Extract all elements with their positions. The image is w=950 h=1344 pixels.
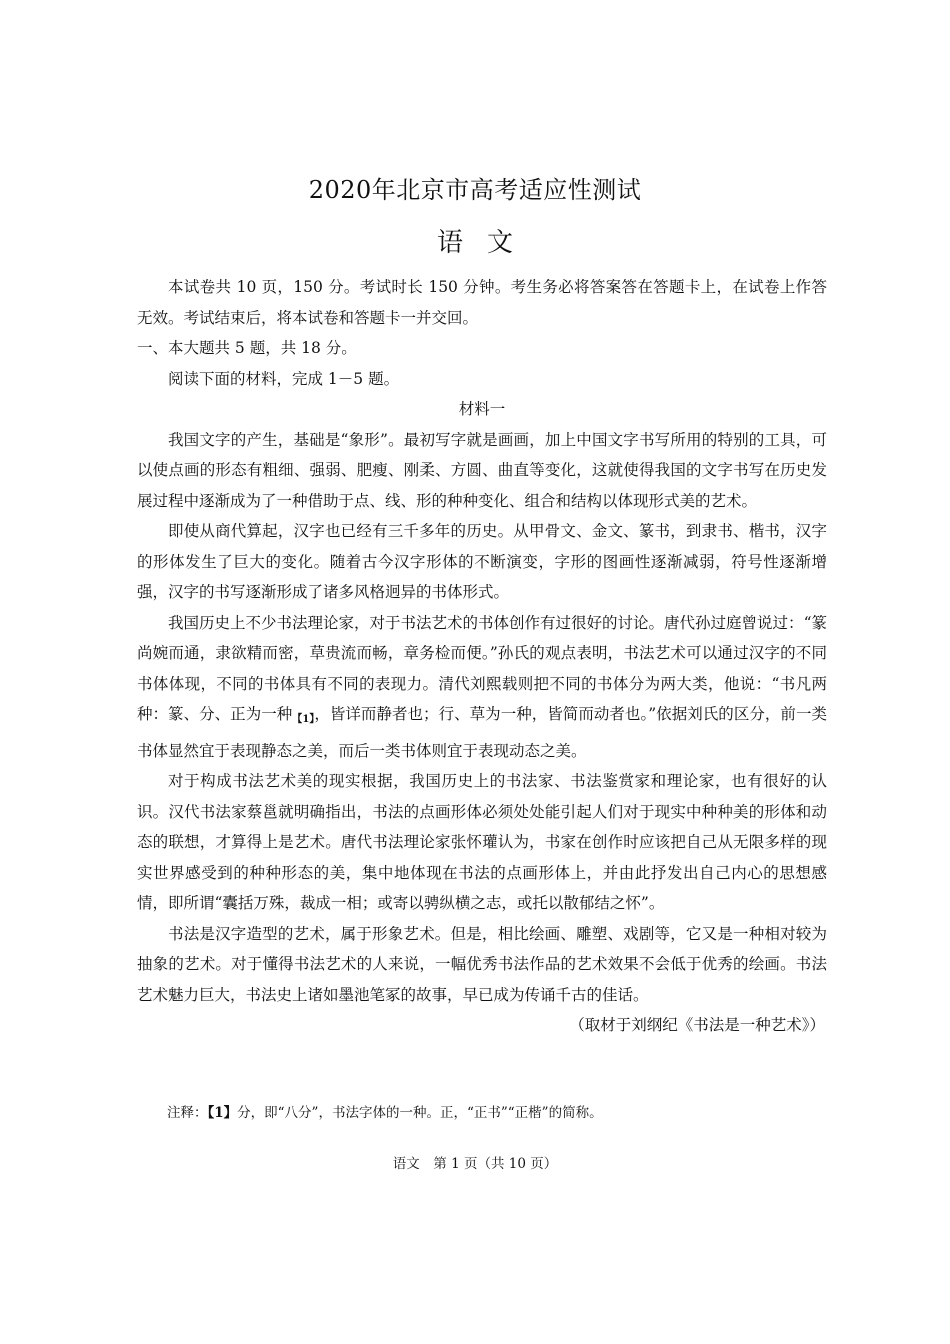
- footnote: [167, 1103, 827, 1123]
- page-footer: 语文 第 1 页（共 10 页）: [392, 1156, 558, 1172]
- page-title: 2020年北京市高考适应性测试: [308, 176, 642, 204]
- material-paragraph-2: 即使从商代算起，汉字也已经有三千多年的历史。从甲骨文、金文、篆书，到隶书、楷书，汉字的形体发生了巨大的变化。随着古今汉字形体的不断演变，字形的图画性逐渐减弱，符号性逐渐增强，汉字的书写逐渐形成了诸多风格迥异的书体形式。: [137, 522, 827, 601]
- instructions-paragraph: 本试卷共 10 页，150 分。考试时长 150 分钟。考生务必将答案答在答题卡上，在试卷上作答无效。考试结束后，将本试卷和答题卡一并交回。: [137, 278, 827, 327]
- material-paragraph-4: 对于构成书法艺术美的现实根据，我国历史上的书法家、书法鉴赏家和理论家，也有很好的认识。汉代书法家蔡邕就明确指出，书法的点画形体必须处处能引起人们对于现实中种种美的形体和动态的联想，才算得上是艺术。唐代书法理论家张怀瓘认为，书家在创作时应该把自己从无限多样的现实世界感受到的种种形态的美，集中地体现在书法的点画形体上，并由此抒发出自己内心的思想感情，即所谓“囊括万殊，裁成一相；或寄以骋纵横之志，或托以散郁结之怀”。: [137, 772, 827, 912]
- paragraph-3-part-b: ，皆详而静者也；行、草为一种，皆简而动者也。”依据刘氏的区分，前一类书体显然宜于表现静态之美，而后一类书体则宜于表现动态之美。: [137, 705, 827, 760]
- section-heading: 一、本大题共 5 题，共 18 分。: [137, 339, 357, 357]
- material-heading: 材料一: [458, 400, 506, 418]
- source-citation: （取材于刘纲纪《书法是一种艺术》）: [569, 1016, 825, 1034]
- footnote-reference: 【1】: [292, 714, 315, 725]
- paragraph-3-part-a: 我国历史上不少书法理论家，对于书法艺术的书体创作有过很好的讨论。唐代孙过庭曾说过：“篆尚婉而通，隶欲精而密，草贵流而畅，章务检而便。”孙氏的观点表明，书法艺术可以通过汉字的不同书体体现，不同的书体具有不同的表现力。清代刘熙载则把不同的书体分为两大类，他说：“书凡两种：篆、分、正为一种: [137, 613, 827, 723]
- footnote-mark: 【1】: [207, 1105, 238, 1121]
- material-paragraph-1: 我国文字的产生，基础是“象形”。最初写字就是画画，加上中国文字书写所用的特别的工具，可以使点画的形态有粗细、强弱、肥瘦、刚柔、方圆、曲直等变化，这就使得我国的文字书写在历史发展过程中逐渐成为了一种借助于点、线、形的种种变化、组合和结构以体现形式美的艺术。: [137, 430, 827, 510]
- footnote-text: 分，即“八分”，书法字体的一种。正，“正书”“正楷”的简称。: [237, 1105, 603, 1121]
- exam-body: [137, 272, 827, 1041]
- material-paragraph-5: 书法是汉字造型的艺术，属于形象艺术。但是，相比绘画、雕塑、戏剧等，它又是一种相对较为抽象的艺术。对于懂得书法艺术的人来说，一幅优秀书法作品的艺术效果不会低于优秀的绘画。书法艺术魅力巨大，书法史上诸如墨池笔冢的故事，早已成为传诵千古的佳话。: [137, 924, 827, 1004]
- subject-title: 语文: [436, 228, 537, 258]
- reading-instruction: 阅读下面的材料，完成 1－5 题。: [168, 369, 400, 388]
- footnote-label: 注释：: [167, 1105, 208, 1121]
- material-paragraph-3: [137, 608, 827, 767]
